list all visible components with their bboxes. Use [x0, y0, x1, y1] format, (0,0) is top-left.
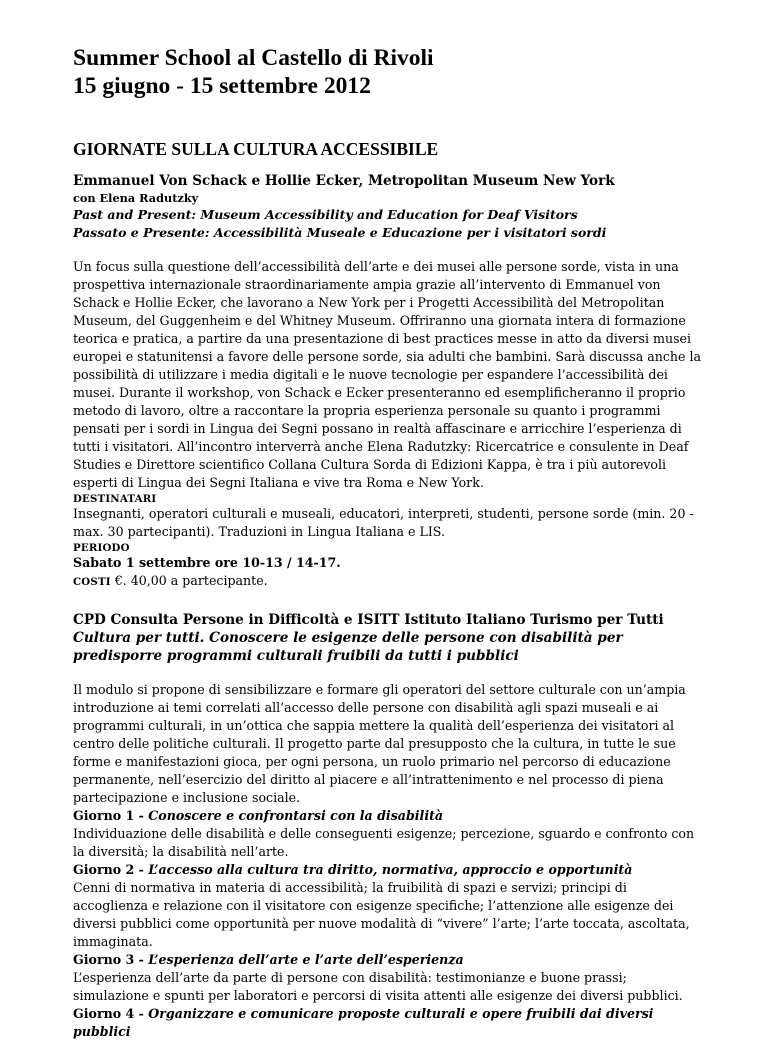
- course2-title: Cultura per tutti. Conoscere le esigenze delle persone con disabilità per predisporre programmi culturali fruibili da tutti i pubblici: [73, 630, 623, 664]
- course1-costi-label: COSTI: [73, 576, 111, 588]
- course1-periodo: Sabato 1 settembre ore 10-13 / 14-17.: [73, 555, 341, 570]
- day-3-heading: [73, 951, 703, 969]
- day-1-heading: [73, 807, 703, 825]
- day-1-label: Giorno 1 -: [73, 808, 149, 823]
- day-2-text: Cenni di normativa in materia di accessibilità; la fruibilità di spazi e servizi; principi di accoglienza e relazione con il visitatore con esigenze specifiche; l’attenzione alle esigenze dei diversi pubblici come opportunità per nuove modalità di “vivere” l’arte; l’arte toccata, ascoltata, immaginata.: [73, 880, 690, 949]
- day-4-title: Organizzare e comunicare proposte culturali e opere fruibili dai diversi pubblici: [73, 1006, 654, 1039]
- course1-title-it: Passato e Presente: Accessibilità Museale e Educazione per i visitatori sordi: [73, 225, 607, 240]
- course2-speakers: CPD Consulta Persone in Difficoltà e ISITT Istituto Italiano Turismo per Tutti: [73, 612, 664, 628]
- day-1-title: Conoscere e confrontarsi con la disabilità: [148, 808, 444, 823]
- course1-destinatari: Insegnanti, operatori culturali e museali, educatori, interpreti, studenti, persone sorde (min. 20 - max. 30 partecipanti). Traduzioni in Lingua Italiana e LIS.: [73, 506, 694, 539]
- course2-description: Il modulo si propone di sensibilizzare e formare gli operatori del settore culturale con un’ampia introduzione ai temi correlati all’accesso delle persone con disabilità agli spazi museali e ai programmi culturali, in un’ottica che sappia mettere la qualità dell’esperienza dei visitatori al centro delle politiche culturali. Il progetto parte dal presupposto che la cultura, in tutte le sue forme e manifestazioni gioca, per ogni persona, un ruolo primario nel percorso di educazione permanente, nell’esercizio del diritto al piacere e all’intrattenimento e nel processo di piena partecipazione e inclusione sociale.: [73, 682, 686, 805]
- course1-destinatari-label: DESTINATARI: [73, 493, 157, 505]
- day-2-heading: [73, 861, 703, 879]
- day-3-label: Giorno 3 -: [73, 952, 149, 967]
- document-title-line1: Summer School al Castello di Rivoli: [73, 45, 434, 71]
- course1-costi-value: €. 40,00 a partecipante.: [114, 573, 268, 588]
- day-4-heading: [73, 1005, 703, 1041]
- course1-with: con Elena Radutzky: [73, 191, 199, 205]
- day-4-label: Giorno 4 -: [73, 1006, 149, 1021]
- day-2-title: L’accesso alla cultura tra diritto, normativa, approccio e opportunità: [148, 862, 633, 877]
- day-3-title: L’esperienza dell’arte e l’arte dell’esperienza: [148, 952, 464, 967]
- document-page: [73, 44, 703, 1041]
- day-2-label: Giorno 2 -: [73, 862, 149, 877]
- course1-title-en: Past and Present: Museum Accessibility and Education for Deaf Visitors: [73, 207, 578, 222]
- day-3-text: L’esperienza dell’arte da parte di persone con disabilità: testimonianze e buone prassi; simulazione e spunti per laboratori e percorsi di visita attenti alle esigenze dei diversi pubblici.: [73, 970, 683, 1003]
- course1-speakers: Emmanuel Von Schack e Hollie Ecker, Metropolitan Museum New York: [73, 173, 615, 189]
- course1-costi: [73, 572, 703, 591]
- section-heading: GIORNATE SULLA CULTURA ACCESSIBILE: [73, 139, 439, 159]
- document-title-line2: 15 giugno - 15 settembre 2012: [73, 73, 371, 99]
- course1-description: Un focus sulla questione dell’accessibilità dell’arte e dei musei alle persone sorde, vista in una prospettiva internazionale straordinariamente ampia grazie all’intervento di Emmanuel von Schack e Hollie Ecker, che lavorano a New York per i Progetti Accessibilità del Metropolitan Museum, del Guggenheim e del Whitney Museum. Offriranno una giornata intera di formazione teorica e pratica, a partire da una presentazione di best practices messe in atto da diversi musei europei e statunitensi a favore delle persone sorde, sia adulti che bambini. Sarà discussa anche la possibilità di utilizzare i media digitali e le nuove tecnologie per espandere l’accessibilità dei musei. Durante il workshop, von Schack e Ecker presenteranno ed esemplificheranno il proprio metodo di lavoro, oltre a raccontare la propria esperienza personale su quanto i programmi pensati per i sordi in Lingua dei Segni possano in realtà affascinare e arricchire l’esperienza di tutti i visitatori. All’incontro interverrà anche Elena Radutzky: Ricercatrice e consulente in Deaf Studies e Direttore scientifico Collana Cultura Sorda di Edizioni Kappa, è tra i più autorevoli esperti di Lingua dei Segni Italiana e vive tra Roma e New York.: [73, 259, 702, 490]
- course1-periodo-label: PERIODO: [73, 542, 130, 554]
- day-1-text: Individuazione delle disabilità e delle conseguenti esigenze; percezione, sguardo e confronto con la diversità; la disabilità nell’arte.: [73, 826, 695, 859]
